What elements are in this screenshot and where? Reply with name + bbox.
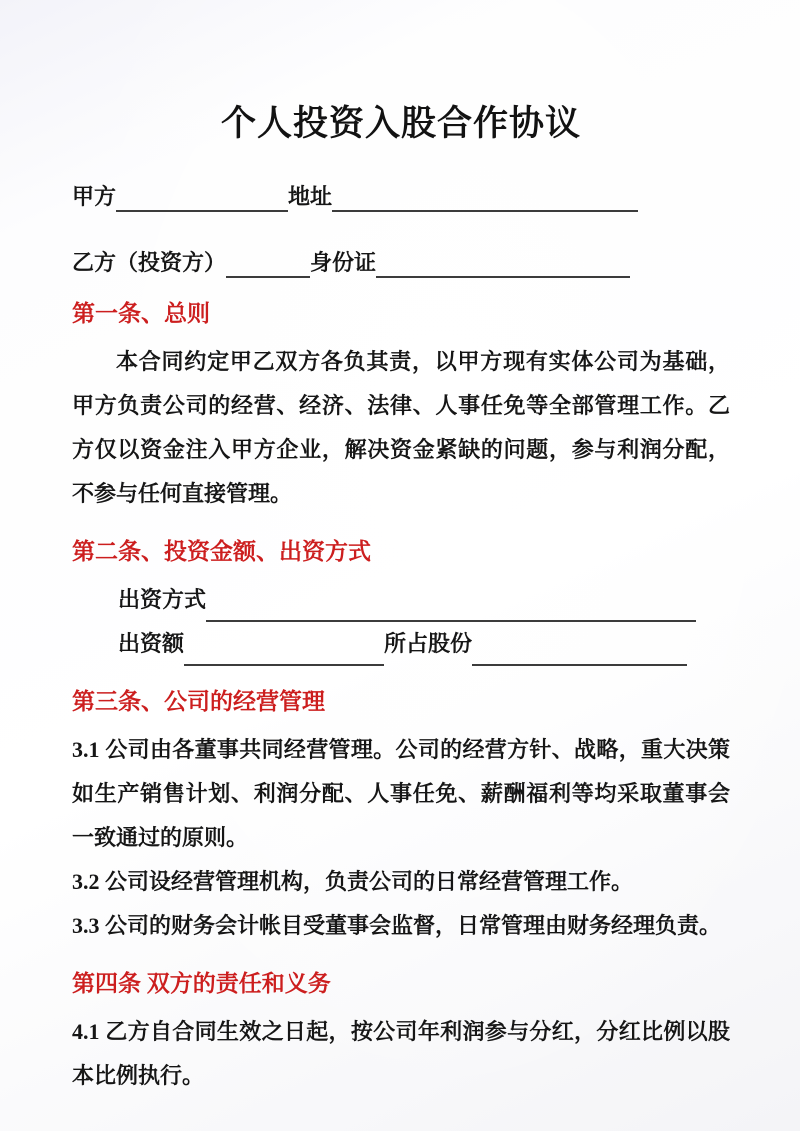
section-heading-4: 第四条 双方的责任和义务 <box>72 971 331 996</box>
id-card-label: 身份证 <box>310 250 377 275</box>
contribution-method-label: 出资方式 <box>118 587 207 612</box>
document-title: 个人投资入股合作协议 <box>220 104 581 143</box>
investment-fields <box>118 578 730 666</box>
section-heading-2: 第二条、投资金额、出资方式 <box>72 539 371 564</box>
contribution-amount-blank-field[interactable] <box>184 632 384 666</box>
clause-3-2: 3.2 公司设经营管理机构，负责公司的日常经营管理工作。 <box>72 869 634 894</box>
section-1-paragraph: 本合同约定甲乙双方各负其责，以甲方现有实体公司为基础，甲方负责公司的经营、经济、法律、人事任免等全部管理工作。乙方仅以资金注入甲方企业，解决资金紧缺的问题，参与利润分配，不参与任何直接管理。 <box>72 349 730 506</box>
contribution-amount-row <box>118 622 730 666</box>
party-b-label: 乙方（投资方） <box>72 250 227 275</box>
section-heading-3: 第三条、公司的经营管理 <box>72 689 325 714</box>
contribution-amount-label: 出资额 <box>118 631 185 656</box>
party-a-label: 甲方 <box>72 184 117 209</box>
clause-4-1: 4.1 乙方自合同生效之日起，按公司年利润参与分红，分红比例以股本比例执行。 <box>72 1019 730 1088</box>
contribution-method-row <box>118 578 730 622</box>
section-heading-1: 第一条、总则 <box>72 301 210 326</box>
id-card-blank-field[interactable] <box>376 252 630 278</box>
party-b-row <box>72 248 730 278</box>
party-a-row <box>72 182 730 212</box>
party-b-blank-field[interactable] <box>226 252 310 278</box>
clause-3-1: 3.1 公司由各董事共同经营管理。公司的经营方针、战略，重大决策如生产销售计划、利润分配、人事任免、薪酬福利等均采取董事会一致通过的原则。 <box>72 737 730 850</box>
share-ratio-blank-field[interactable] <box>472 632 687 666</box>
share-ratio-label: 所占股份 <box>384 631 473 656</box>
clause-3-3: 3.3 公司的财务会计帐目受董事会监督，日常管理由财务经理负责。 <box>72 913 722 938</box>
contribution-method-blank-field[interactable] <box>206 588 696 622</box>
party-a-blank-field[interactable] <box>116 186 288 212</box>
address-blank-field[interactable] <box>332 186 638 212</box>
address-label: 地址 <box>288 184 333 209</box>
